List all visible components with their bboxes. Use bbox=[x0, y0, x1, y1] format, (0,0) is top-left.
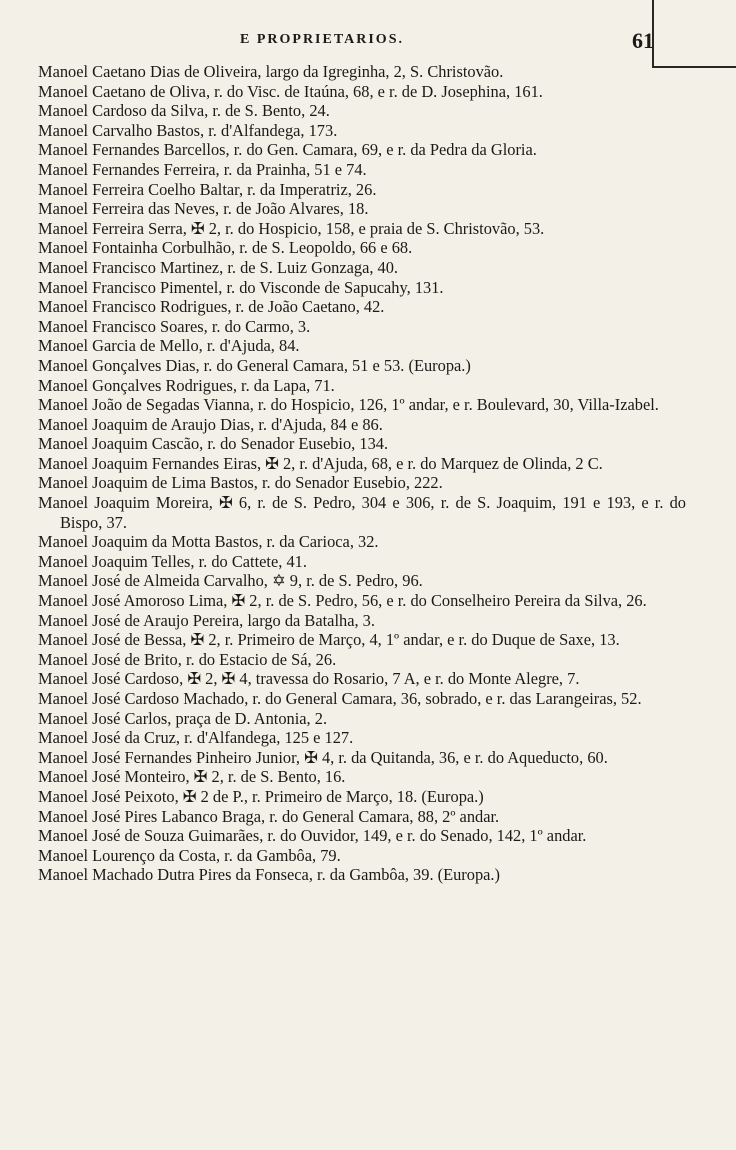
directory-entry: Manoel Carvalho Bastos, r. d'Alfandega, 173. bbox=[38, 120, 338, 140]
directory-entry: Manoel Francisco Soares, r. do Carmo, 3. bbox=[38, 316, 311, 336]
directory-entry: Manoel Gonçalves Rodrigues, r. da Lapa, 71. bbox=[38, 375, 335, 395]
directory-entry: Manoel Gonçalves Dias, r. do General Camara, 51 e 53. (Europa.) bbox=[38, 355, 471, 375]
directory-entry: Manoel Ferreira das Neves, r. de João Alvares, 18. bbox=[38, 199, 369, 219]
directory-entry: Manoel Joaquim Fernandes Eiras, ✠ 2, r. d'Ajuda, 68, e r. do Marquez de Olinda, 2 C. bbox=[38, 453, 603, 473]
directory-entry: Manoel Fontainha Corbulhão, r. de S. Leopoldo, 66 e 68. bbox=[38, 238, 413, 258]
directory-entry: Manoel Cardoso da Silva, r. de S. Bento, 24. bbox=[38, 101, 330, 121]
directory-entry: Manoel Fernandes Ferreira, r. da Prainha, 51 e 74. bbox=[38, 159, 367, 179]
directory-entry: Manoel Caetano Dias de Oliveira, largo da Igreginha, 2, S. Christovão. bbox=[38, 62, 504, 81]
directory-entries bbox=[38, 62, 686, 885]
directory-entry: Manoel José de Bessa, ✠ 2, r. Primeiro de Março, 4, 1º andar, e r. do Duque de Saxe, 13. bbox=[38, 630, 620, 650]
directory-entry: Manoel Joaquim da Motta Bastos, r. da Carioca, 32. bbox=[38, 532, 379, 552]
directory-entry: Manoel José de Souza Guimarães, r. do Ouvidor, 149, e r. do Senado, 142, 1º andar. bbox=[38, 826, 587, 846]
directory-entry: Manoel José Carlos, praça de D. Antonia, 2. bbox=[38, 708, 328, 728]
directory-entry: Manoel Lourenço da Costa, r. da Gambôa, 79. bbox=[38, 845, 341, 865]
directory-entry: Manoel Joaquim Moreira, ✠ 6, r. de S. Pedro, 304 e 306, r. de S. Joaquim, 191 e 193, e r. do Bispo, 37. bbox=[38, 493, 686, 532]
directory-entry: Manoel José Amoroso Lima, ✠ 2, r. de S. Pedro, 56, e r. do Conselheiro Pereira da Silva, 26. bbox=[38, 591, 647, 611]
running-head: E PROPRIETARIOS. bbox=[240, 32, 404, 47]
directory-entry: Manoel Garcia de Mello, r. d'Ajuda, 84. bbox=[38, 336, 300, 356]
directory-entry: Manoel Caetano de Oliva, r. do Visc. de Itaúna, 68, e r. de D. Josephina, 161. bbox=[38, 81, 543, 101]
directory-entry: Manoel José de Araujo Pereira, largo da Batalha, 3. bbox=[38, 610, 375, 630]
directory-entry: Manoel Ferreira Coelho Baltar, r. da Imperatriz, 26. bbox=[38, 179, 377, 199]
directory-entry: Manoel Joaquim de Lima Bastos, r. do Senador Eusebio, 222. bbox=[38, 473, 443, 493]
directory-entry: Manoel Joaquim Telles, r. do Cattete, 41. bbox=[38, 551, 307, 571]
directory-entry: Manoel José Cardoso Machado, r. do General Camara, 36, sobrado, e r. das Larangeiras, 52. bbox=[38, 689, 642, 708]
directory-entry: Manoel Francisco Pimentel, r. do Visconde de Sapucahy, 131. bbox=[38, 277, 444, 297]
directory-entry: Manoel João de Segadas Vianna, r. do Hospicio, 126, 1º andar, e r. Boulevard, 30, Villa-Izabel. bbox=[38, 395, 659, 415]
directory-entry: Manoel Francisco Rodrigues, r. de João Caetano, 42. bbox=[38, 297, 385, 317]
directory-entry: Manoel Ferreira Serra, ✠ 2, r. do Hospicio, 158, e praia de S. Christovão, 53. bbox=[38, 218, 545, 238]
directory-entry: Manoel José Pires Labanco Braga, r. do General Camara, 88, 2º andar. bbox=[38, 806, 500, 826]
directory-entry: Manoel Fernandes Barcellos, r. do Gen. Camara, 69, e r. da Pedra da Gloria. bbox=[38, 140, 537, 160]
directory-entry: Manoel José Monteiro, ✠ 2, r. de S. Bento, 16. bbox=[38, 767, 346, 787]
page-number: 61 bbox=[632, 28, 654, 53]
directory-entry: Manoel José Peixoto, ✠ 2 de P., r. Primeiro de Março, 18. (Europa.) bbox=[38, 786, 484, 806]
directory-entry: Manoel José de Brito, r. do Estacio de Sá, 26. bbox=[38, 649, 337, 669]
page-header bbox=[0, 28, 736, 58]
directory-entry: Manoel José de Almeida Carvalho, ✡ 9, r. de S. Pedro, 96. bbox=[38, 571, 423, 591]
directory-entry: Manoel Machado Dutra Pires da Fonseca, r. da Gambôa, 39. (Europa.) bbox=[38, 865, 500, 885]
directory-entry: Manoel José Cardoso, ✠ 2, ✠ 4, travessa do Rosario, 7 A, e r. do Monte Alegre, 7. bbox=[38, 669, 580, 689]
directory-entry: Manoel Francisco Martinez, r. de S. Luiz Gonzaga, 40. bbox=[38, 257, 399, 277]
directory-entry: Manoel José Fernandes Pinheiro Junior, ✠ 4, r. da Quitanda, 36, e r. do Aqueducto, 60. bbox=[38, 747, 608, 767]
directory-entry: Manoel Joaquim Cascão, r. do Senador Eusebio, 134. bbox=[38, 434, 389, 454]
directory-entry: Manoel José da Cruz, r. d'Alfandega, 125 e 127. bbox=[38, 728, 354, 748]
directory-entry: Manoel Joaquim de Araujo Dias, r. d'Ajuda, 84 e 86. bbox=[38, 414, 383, 434]
